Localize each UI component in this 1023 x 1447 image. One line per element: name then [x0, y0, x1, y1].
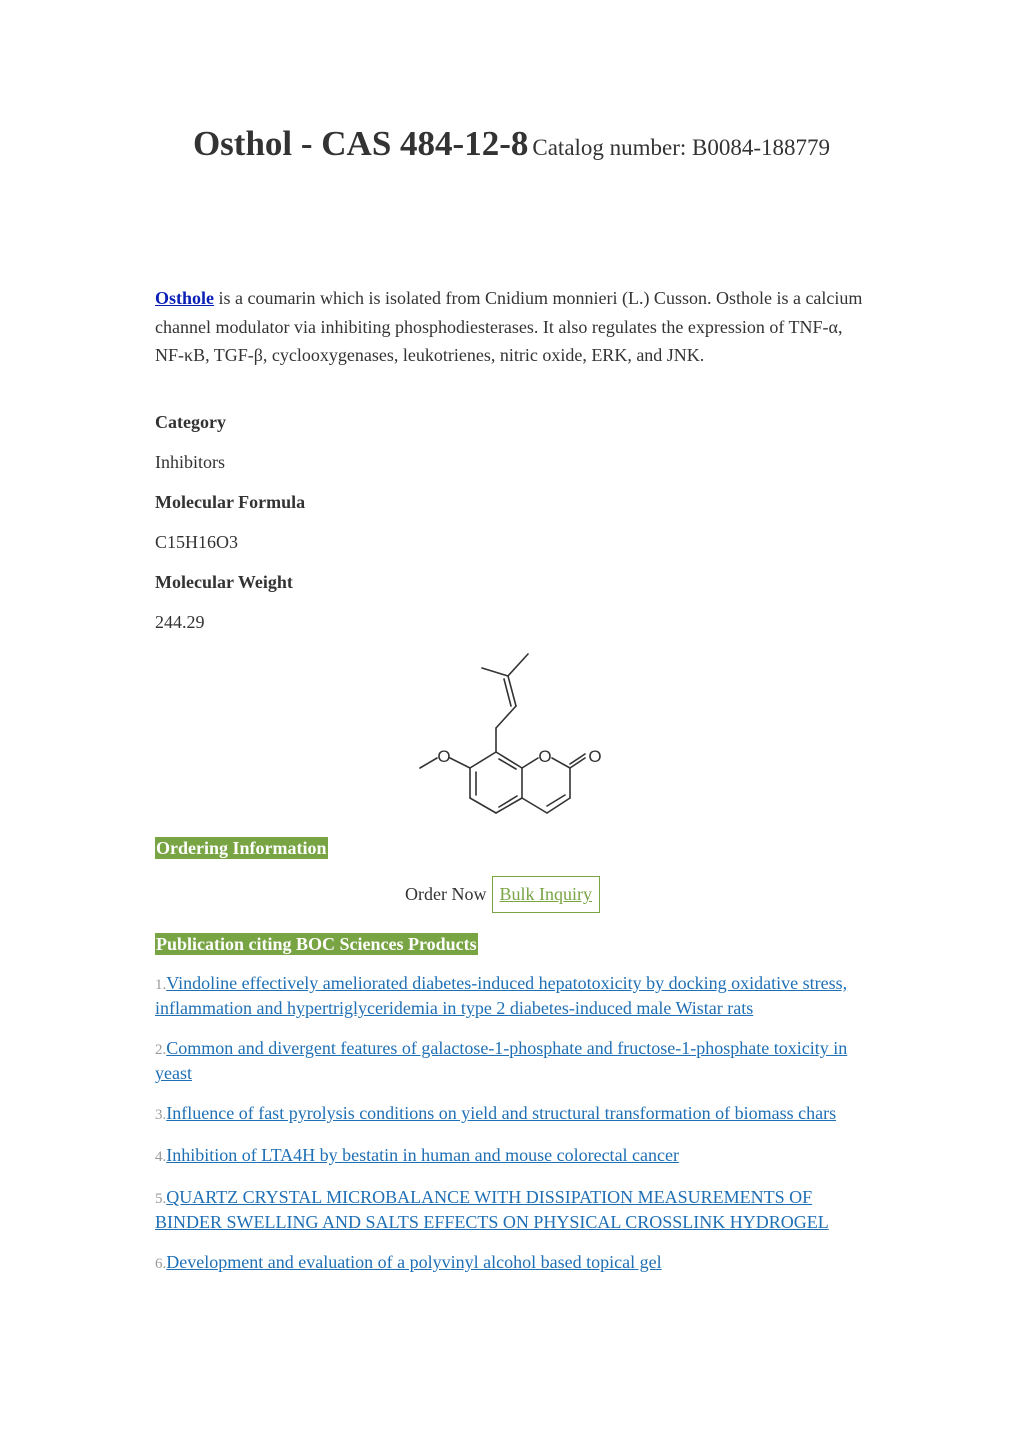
bond — [522, 798, 547, 813]
weight-value: 244.29 — [155, 612, 205, 632]
publication-number: 2. — [155, 1042, 167, 1058]
bond — [552, 758, 570, 768]
list-item — [155, 1251, 873, 1276]
publication-number: 5. — [155, 1191, 167, 1207]
bond — [470, 752, 496, 768]
osthole-link[interactable]: Osthole — [155, 288, 215, 308]
bulk-inquiry-button[interactable]: Bulk Inquiry — [492, 876, 600, 913]
order-now-label: Order Now — [405, 884, 487, 904]
bond — [482, 668, 508, 676]
publication-link[interactable]: QUARTZ CRYSTAL MICROBALANCE WITH DISSIPATION MEASUREMENTS OF BINDER SWELLING AND SALTS EFFECTS ON PHYSICAL CROSSLINK HYDROGEL — [155, 1187, 829, 1232]
bond — [450, 758, 470, 768]
formula-value: C15H16O3 — [155, 532, 239, 552]
weight-label: Molecular Weight — [155, 572, 293, 592]
bond — [470, 798, 496, 813]
bond — [420, 758, 437, 768]
bond — [547, 795, 565, 806]
bond — [496, 706, 516, 728]
publication-list — [155, 972, 873, 1293]
atom-label-o: O — [437, 747, 451, 766]
list-item — [155, 972, 873, 1020]
bond — [547, 798, 570, 813]
bond — [522, 758, 538, 768]
product-description — [155, 284, 875, 370]
formula-label: Molecular Formula — [155, 492, 306, 512]
chemical-structure — [410, 648, 620, 828]
bond — [508, 654, 528, 676]
list-item — [155, 1186, 873, 1234]
publication-link[interactable]: Development and evaluation of a polyvinyl alcohol based topical gel — [166, 1252, 662, 1272]
publication-link[interactable]: Influence of fast pyrolysis conditions on yield and structural transformation of biomass chars — [166, 1103, 837, 1123]
publication-number: 3. — [155, 1107, 167, 1123]
ordering-heading: Ordering Information — [156, 838, 327, 858]
list-item — [155, 1102, 873, 1127]
order-row — [405, 876, 600, 913]
list-item — [155, 1144, 873, 1169]
publication-link[interactable]: Common and divergent features of galactose-1-phosphate and fructose-1-phosphate toxicity in yeast — [155, 1038, 848, 1083]
category-label: Category — [155, 412, 226, 432]
bond — [499, 759, 516, 769]
publication-link[interactable]: Vindoline effectively ameliorated diabetes-induced hepatotoxicity by docking oxidative stress, inflammation and hypertriglyceridemia in type 2 diabetes-induced male Wistar rats — [155, 973, 848, 1018]
atom-label-o: O — [588, 747, 602, 766]
atom-label-o: O — [538, 747, 552, 766]
publications-heading: Publication citing BOC Sciences Products — [156, 934, 477, 954]
category-value: Inhibitors — [155, 452, 225, 472]
product-title: Osthol - CAS 484-12-8 — [192, 124, 529, 163]
page-title — [0, 124, 1023, 164]
publication-link[interactable]: Inhibition of LTA4H by bestatin in human and mouse colorectal cancer — [166, 1145, 680, 1165]
list-item — [155, 1037, 873, 1085]
publication-number: 6. — [155, 1256, 167, 1272]
catalog-number: Catalog number: B0084-188779 — [532, 135, 831, 160]
publication-number: 1. — [155, 977, 167, 993]
description-text: is a coumarin which is isolated from Cnidium monnieri (L.) Cusson. Osthole is a calcium channel modulator via inhibiting phosphodiesterases. It also regulates the expression of TNF-α, NF-κB, TGF-β, cyclooxygenases, leukotrienes, nitric oxide, ERK, and JNK. — [155, 288, 863, 365]
publication-number: 4. — [155, 1149, 167, 1165]
